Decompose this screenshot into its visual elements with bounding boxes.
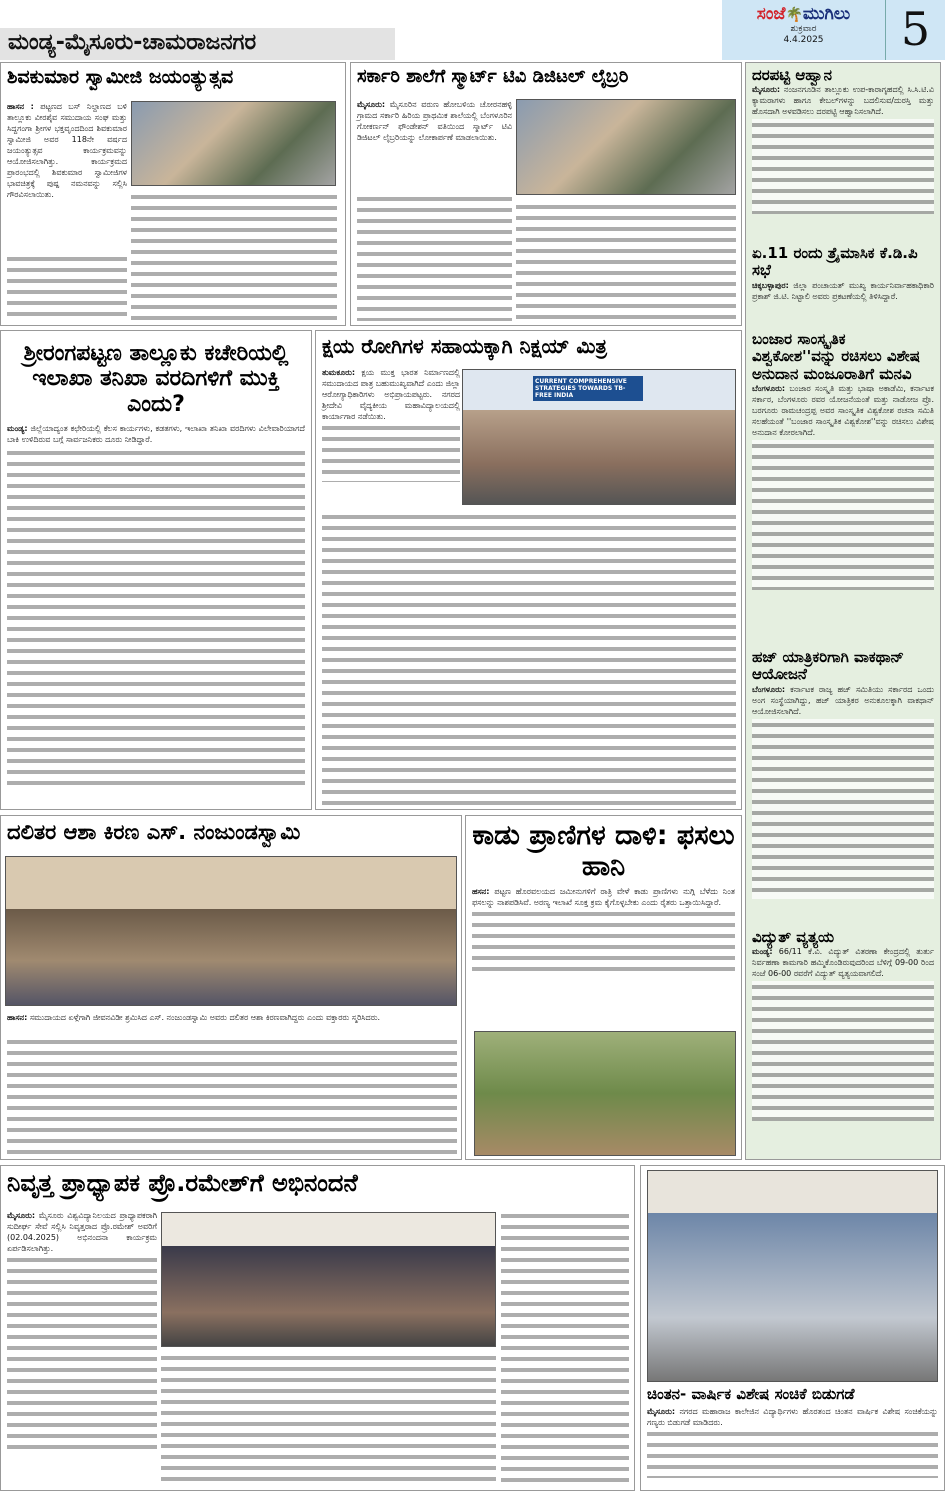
article-body-text bbox=[7, 1036, 457, 1154]
headline: ಶಿವಕುಮಾರ ಸ್ವಾಮೀಜಿ ಜಯಂತ್ಯುತ್ಸವ bbox=[7, 66, 234, 88]
brief-haj-walkathon: ಹಜ್ ಯಾತ್ರಿಕರಿಗಾಗಿ ವಾಕಥಾನ್ ಆಯೋಜನೆ ಬೆಂಗಳೂರು: ಕರ್ನಾಟಕ ರಾಜ್ಯ ಹಜ್ ಸಮಿತಿಯು ಸರ್ಕಾರದ ಒಂದು ಅಂಗ ಸಂಸ್ಥೆಯಾಗಿದ್ದು, ಹಜ್ ಯಾತ್ರಿಕರ ಅನುಕೂಲಕ್ಕಾಗಿ ವಾಕಥಾನ್ ಆಯೋಜಿಸಲಾಗಿದೆ. bbox=[746, 645, 940, 925]
headline: ಕ್ಷಯ ರೋಗಿಗಳ ಸಹಾಯಕ್ಕಾಗಿ ನಿಕ್ಷಯ್ ಮಿತ್ರ bbox=[322, 334, 607, 358]
headline: ಶ್ರೀರಂಗಪಟ್ಟಣ ತಾಲ್ಲೂಕು ಕಚೇರಿಯಲ್ಲಿ ಇಲಾಖಾ ತನಿಖಾ ವರದಿಗಳಿಗೆ ಮುಕ್ತಿ ಎಂದು? bbox=[23, 341, 289, 417]
article-lead: ಹಸನ: ಪಟ್ಟಣ ಹೊರವಲಯದ ಜಮೀನುಗಳಿಗೆ ರಾತ್ರಿ ವೇಳೆ ಕಾಡು ಪ್ರಾಣಿಗಳು ನುಗ್ಗಿ ಬೆಳೆದು ನಿಂತ ಫಸಲನ್ನು ನಾಶಪಡಿಸಿವೆ. ಅರಣ್ಯ ಇಲಾಖೆ ಸೂಕ್ತ ಕ್ರಮ ಕೈಗೊಳ್ಳಬೇಕು ಎಂದು ರೈತರು ಒತ್ತಾಯಿಸಿದ್ದಾರೆ. bbox=[472, 887, 735, 908]
article-photo bbox=[474, 1031, 736, 1156]
article-smart-tv-library bbox=[350, 62, 742, 326]
headline: ಸರ್ಕಾರಿ ಶಾಲೆಗೆ ಸ್ಮಾರ್ಟ್ ಟಿವಿ ಡಿಜಿಟಲ್ ಲೈಬ್ರರಿ bbox=[357, 66, 629, 87]
palm-tree-icon: 🌴 bbox=[785, 7, 803, 23]
article-nanjundaswamy bbox=[0, 815, 462, 1160]
headline: ದರಪಟ್ಟಿ ಆಹ್ವಾನ bbox=[752, 66, 832, 84]
article-body-text bbox=[7, 253, 127, 321]
article-prof-ramesh-felicitation bbox=[0, 1165, 635, 1491]
article-wild-animal-crop-damage bbox=[465, 815, 742, 1160]
article-nikshay-mitra bbox=[315, 330, 742, 810]
headline: ಕಾಡು ಪ್ರಾಣಿಗಳ ದಾಳಿ: ಫಸಲು ಹಾನಿ bbox=[472, 820, 735, 883]
article-body-text bbox=[322, 511, 736, 805]
article-lead: ಮೈಸೂರು: ಮೈಸೂರಿನ ವರುಣ ಹೋಬಳಿಯ ಚೋರನಹಳ್ಳಿ ಗ್ರಾಮದ ಸರ್ಕಾರಿ ಹಿರಿಯ ಪ್ರಾಥಮಿಕ ಶಾಲೆಯಲ್ಲಿ ಬೆಂಗಳೂರಿನ ಗೋಕರ್ಣನ್ ಫೌಂಡೇಶನ್ ವತಿಯಿಂದ ಸ್ಮಾರ್ಟ್ ಟಿವಿ ಡಿಜಿಟಲ್ ಲೈಬ್ರರಿಯನ್ನು ಲೋಕಾರ್ಪಣೆ ಮಾಡಲಾಯಿತು. bbox=[357, 100, 512, 142]
logo-name-part2: ಮುಗಿಲು bbox=[802, 4, 851, 24]
article-lead: ಹಾಸನ : ಪಟ್ಟಣದ ಬಸ್ ನಿಲ್ದಾಣದ ಬಳಿ ತಾಲ್ಲೂಕು ವೀರಶೈವ ಸಮುದಾಯ ಸಂಘ ಮತ್ತು ಸಿದ್ದಗಂಗಾ ಶ್ರೀಗಳ ಭಕ್ತವೃಂದದಿಂದ ಶಿವಕುಮಾರ ಸ್ವಾಮೀಜಿ ಅವರ 118ನೇ ವರ್ಷದ ಜಯಂತ್ಯುತ್ಸವ ಕಾರ್ಯಕ್ರಮವನ್ನು ಆಯೋಜಿಸಲಾಗಿತ್ತು. ಕಾರ್ಯಕ್ರಮದ ಪ್ರಾರಂಭದಲ್ಲಿ ಶಿವಕುಮಾರ ಸ್ವಾಮೀಜಿಗಳ ಭಾವಚಿತ್ರಕ್ಕೆ ಪುಷ್ಪ ನಮನವನ್ನು ಸಲ್ಲಿಸಿ ಗೌರವಿಸಲಾಯಿತು. bbox=[7, 102, 128, 199]
section-title: ಮಂಡ್ಯ-ಮೈಸೂರು-ಚಾಮರಾಜನಗರ bbox=[0, 28, 395, 60]
logo-name-part1: ಸಂಜೆ bbox=[756, 4, 786, 24]
article-photo bbox=[5, 856, 457, 1006]
issue-date: 4.4.2025 bbox=[783, 35, 824, 45]
headline: ವಿದ್ಯುತ್ ವ್ಯತ್ಯಯ bbox=[752, 928, 835, 946]
event-banner-text: CURRENT COMPREHENSIVE STRATEGIES TOWARDS TB-FREE INDIA bbox=[533, 376, 643, 401]
article-body-text bbox=[161, 1352, 496, 1486]
article-lead: ಹಾಸನ: ಸಮುದಾಯದ ಏಳ್ಗೆಗಾಗಿ ಜೀವನವಿಡೀ ಶ್ರಮಿಸಿದ ಎಸ್. ನಂಜುಂಡಸ್ವಾಮಿ ಅವರು ದಲಿತರ ಆಶಾ ಕಿರಣವಾಗಿದ್ದರು ಎಂದು ವಕ್ತಾರರು ಸ್ಮರಿಸಿದರು. bbox=[7, 1013, 381, 1022]
article-body-text bbox=[131, 191, 337, 321]
brief-banjara-encyclopedia: ಬಂಜಾರ ಸಾಂಸ್ಕೃತಿಕ ವಿಶ್ವಕೋಶ''ವನ್ನು ರಚಿಸಲು ವಿಶೇಷ ಅನುದಾನ ಮಂಜೂರಾತಿಗೆ ಮನವಿ ಬೆಂಗಳೂರು: ಬಂಜಾರ ಸಂಸ್ಕೃತಿ ಮತ್ತು ಭಾಷಾ ಅಕಾಡೆಮಿ, ಕರ್ನಾಟಕ ಸರ್ಕಾರ, ಬೆಂಗಳೂರು ರವರ ಯೋಜನೆಯಂತೆ ಮತ್ತು ನಾಡೋಜ ಪ್ರೊ. ಬರಗೂರು ರಾಮಚಂದ್ರಪ್ಪ ಅವರ ಸಾಂಸ್ಕೃತಿಕ ವಿಶ್ವಕೋಶ ರಚನಾ ಸಮಿತಿ ಸಲಹೆಯಂತೆ ''ಬಂಜಾರ ಸಾಂಸ್ಕೃತಿಕ ವಿಶ್ವಕೋಶ''ವನ್ನು ರಚಿಸಲು ವಿಶೇಷ ಅನುದಾನ ಕೋರಲಾಗಿದೆ. bbox=[746, 327, 940, 645]
sidebar-briefs bbox=[745, 62, 941, 1160]
brief-tender-invite: ದರಪಟ್ಟಿ ಆಹ್ವಾನ ಮೈಸೂರು: ನಂಜನಗೂಡಿನ ತಾಲ್ಲೂಕು ಉಪ-ಕಾರಾಗೃಹದಲ್ಲಿ ಸಿ.ಸಿ.ಟಿ.ವಿ ಕ್ಯಾಮರಾಗಳು ಹಾಗೂ ಕೇಬಲ್‌ಗಳನ್ನು ಬದಲಿಸುವ/ದುರಸ್ತಿ ಮತ್ತು ಹೊಸದಾಗಿ ಅಳವಡಿಸಲು ದರಪಟ್ಟಿ ಆಹ್ವಾನಿಸಲಾಗಿದೆ. bbox=[746, 63, 940, 241]
page-number: 5 bbox=[885, 0, 945, 60]
article-photo bbox=[516, 99, 736, 195]
masthead bbox=[722, 0, 945, 60]
article-lead: ತುಮಕೂರು: ಕ್ಷಯ ಮುಕ್ತ ಭಾರತ ನಿರ್ಮಾಣದಲ್ಲಿ ಸಮುದಾಯದ ಪಾತ್ರ ಬಹುಮುಖ್ಯವಾಗಿದೆ ಎಂದು ಜಿಲ್ಲಾ ಆರೋಗ್ಯಾಧಿಕಾರಿಗಳು ಅಭಿಪ್ರಾಯಪಟ್ಟರು. ನಗರದ ಶ್ರೀದೇವಿ ವೈದ್ಯಕೀಯ ಮಹಾವಿದ್ಯಾಲಯದಲ್ಲಿ ಕಾರ್ಯಾಗಾರ ನಡೆಯಿತು. bbox=[322, 368, 460, 421]
article-lead: ಮೈಸೂರು: ನಗರದ ಮಹಾರಾಜ ಕಾಲೇಜಿನ ವಿದ್ಯಾರ್ಥಿಗಳು ಹೊರತಂದ ಚಿಂತನ ವಾರ್ಷಿಕ ವಿಶೇಷ ಸಂಚಿಕೆಯನ್ನು ಗಣ್ಯರು ಬಿಡುಗಡೆ ಮಾಡಿದರು. bbox=[647, 1407, 938, 1428]
article-srirangapatna-office bbox=[0, 330, 312, 810]
article-body-text bbox=[501, 1210, 629, 1486]
brief-power-outage: ವಿದ್ಯುತ್ ವ್ಯತ್ಯಯ ಮಂಡ್ಯ: 66/11 ಕೆ.ವಿ. ವಿದ್ಯುತ್ ವಿತರಣಾ ಕೇಂದ್ರದಲ್ಲಿ ತುರ್ತು ನಿರ್ವಹಣಾ ಕಾಮಗಾರಿ ಹಮ್ಮಿಕೊಂಡಿರುವುದರಿಂದ ಬೆಳಿಗ್ಗೆ 09-00 ರಿಂದ ಸಂಜೆ 06-00 ರವರೆಗೆ ವಿದ್ಯುತ್ ವ್ಯತ್ಯಯವಾಗಲಿದೆ. bbox=[746, 925, 940, 1155]
article-photo bbox=[462, 369, 736, 505]
article-photo bbox=[131, 101, 336, 186]
brief-kdp-meeting: ಏ.11 ರಂದು ತ್ರೈಮಾಸಿಕ ಕೆ.ಡಿ.ಪಿ ಸಭೆ ಚಿಕ್ಕಬಳ್ಳಾಪುರ: ಜಿಲ್ಲಾ ಪಂಚಾಯತ್ ಮುಖ್ಯ ಕಾರ್ಯನಿರ್ವಾಹಕಾಧಿಕಾರಿ ಪ್ರಕಾಶ್ ಜಿ.ಟಿ. ನಿಟ್ಟಾಲಿ ಅವರು ಪ್ರಕಟಣೆಯಲ್ಲಿ ತಿಳಿಸಿದ್ದಾರೆ. bbox=[752, 244, 934, 301]
article-photo bbox=[647, 1170, 938, 1382]
headline: ಏ.11 ರಂದು ತ್ರೈಮಾಸಿಕ ಕೆ.ಡಿ.ಪಿ ಸಭೆ bbox=[752, 244, 918, 280]
headline: ದಲಿತರ ಆಶಾ ಕಿರಣ ಎಸ್. ನಂಜುಂಡಸ್ವಾಮಿ bbox=[7, 820, 301, 844]
article-body-text bbox=[357, 193, 512, 321]
headline: ಹಜ್ ಯಾತ್ರಿಕರಿಗಾಗಿ ವಾಕಥಾನ್ ಆಯೋಜನೆ bbox=[752, 648, 904, 684]
article-shivakumara-swamiji bbox=[0, 62, 346, 326]
article-lead: ಮಂಡ್ಯ: ಜಿಲ್ಲೆಯಾದ್ಯಂತ ಕಛೇರಿಯಲ್ಲಿ ಕೆಲಸ ಕಾರ್ಯಗಳು, ಕಡತಗಳು, ಇಲಾಖಾ ತನಿಖಾ ವರದಿಗಳು ವಿಲೇವಾರಿಯಾಗದೆ ಬಾಕಿ ಉಳಿದಿರುವ ಬಗ್ಗೆ ಸಾರ್ವಜನಿಕರು ದೂರು ನೀಡಿದ್ದಾರೆ. bbox=[7, 423, 305, 444]
headline: ಬಂಜಾರ ಸಾಂಸ್ಕೃತಿಕ ವಿಶ್ವಕೋಶ''ವನ್ನು ರಚಿಸಲು ವಿಶೇಷ ಅನುದಾನ ಮಂಜೂರಾತಿಗೆ ಮನವಿ bbox=[752, 330, 920, 383]
article-body-text bbox=[516, 201, 736, 321]
issue-day: ಶುಕ್ರವಾರ bbox=[790, 24, 817, 34]
article-chintana-release bbox=[640, 1165, 945, 1491]
article-lead: ಮೈಸೂರು: ಮೈಸೂರು ವಿಶ್ವವಿದ್ಯಾನಿಲಯದ ಪ್ರಾಧ್ಯಾಪಕರಾಗಿ ಸುದೀರ್ಘ ಸೇವೆ ಸಲ್ಲಿಸಿ ನಿವೃತ್ತರಾದ ಪ್ರೊ.ರಮೇಶ್ ಅವರಿಗೆ (02.04.2025) ಅಭಿನಂದನಾ ಕಾರ್ಯಕ್ರಮ ಏರ್ಪಡಿಸಲಾಗಿತ್ತು. bbox=[7, 1211, 157, 1253]
article-body-text bbox=[7, 447, 305, 787]
headline: ಚಿಂತನ- ವಾರ್ಷಿಕ ವಿಶೇಷ ಸಂಚಿಕೆ ಬಿಡುಗಡೆ bbox=[647, 1385, 855, 1403]
headline: ನಿವೃತ್ತ ಪ್ರಾಧ್ಯಾಪಕ ಪ್ರೊ.ರಮೇಶ್‌ಗೆ ಅಭಿನಂದನೆ bbox=[7, 1169, 358, 1197]
newspaper-logo bbox=[722, 0, 885, 60]
article-photo bbox=[161, 1212, 496, 1347]
